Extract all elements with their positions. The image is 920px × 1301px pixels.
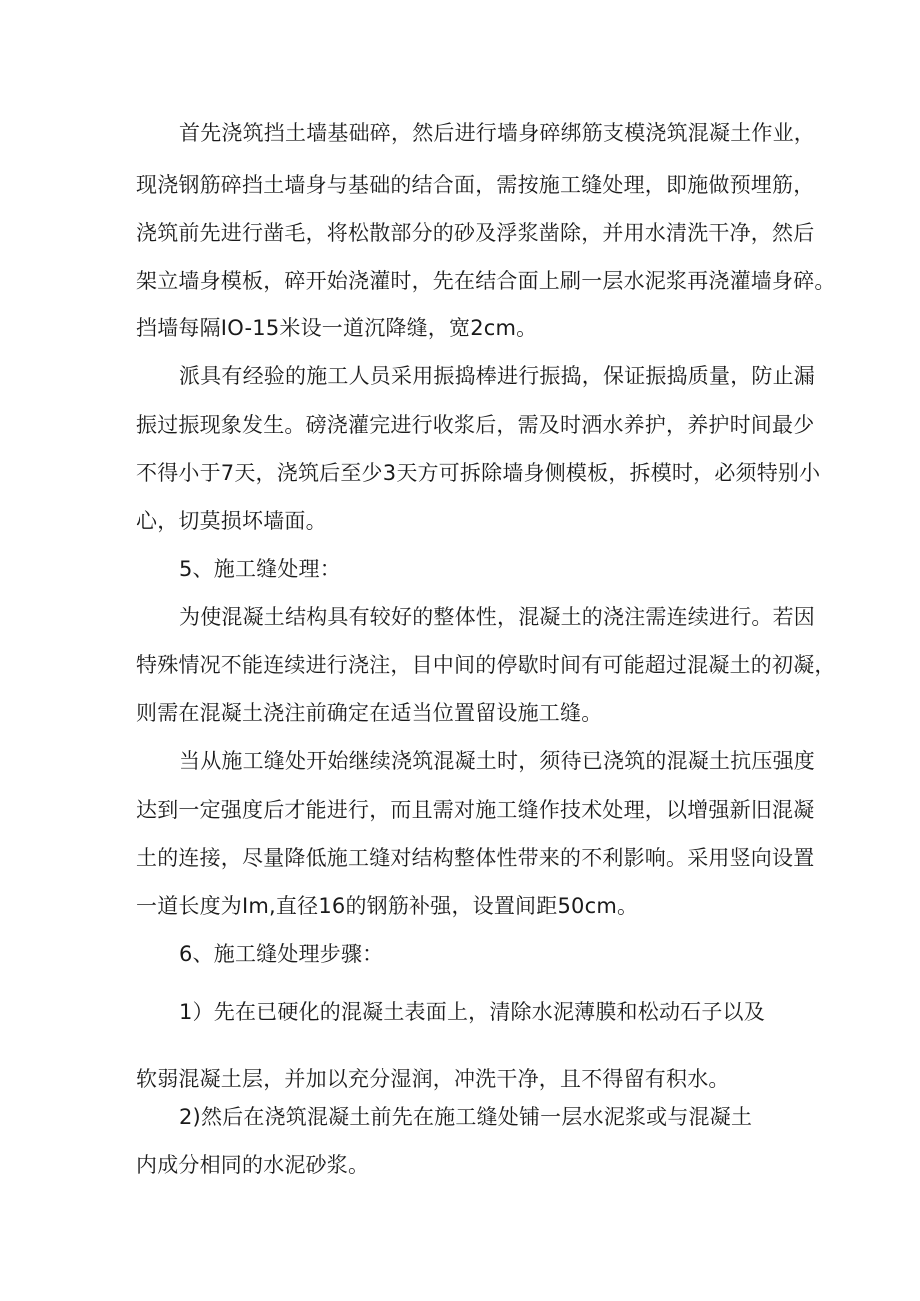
paragraph-line: 振过振现象发生。磅浇灌完进行收浆后，需及时洒水养护，养护时间最少 [136, 413, 815, 437]
paragraph-line: 土的连接，尽量降低施工缝对结构整体性带来的不利影响。采用竖向设置 [136, 846, 815, 870]
paragraph-line: 为使混凝土结构具有较好的整体性，混凝土的浇注需连续进行。若因 [179, 605, 815, 629]
paragraph-line: 首先浇筑挡土墙基础碎，然后进行墙身碎绑筋支模浇筑混凝土作业， [179, 121, 815, 145]
paragraph-line: 特殊情况不能连续进行浇注，目中间的停歇时间有可能超过混凝土的初凝， [136, 653, 836, 677]
section-heading: 5、施工缝处理： [179, 557, 341, 581]
paragraph-line: 现浇钢筋碎挡土墙身与基础的结合面，需按施工缝处理，即施做预埋筋， [136, 173, 815, 197]
paragraph-line: 则需在混凝土浇注前确定在适当位置留设施工缝。 [136, 701, 603, 725]
paragraph-line: 软弱混凝土层，并加以充分湿润，冲洗干净，且不得留有积水。 [136, 1067, 730, 1091]
paragraph-line: 不得小于7天，浇筑后至少3天方可拆除墙身侧模板，拆模时，必须特别小 [136, 461, 821, 485]
paragraph-line: 达到一定强度后才能进行，而且需对施工缝作技术处理，以增强新旧混凝 [136, 798, 815, 822]
paragraph-line: 当从施工缝处开始继续浇筑混凝土时，须待已浇筑的混凝土抗压强度 [179, 749, 815, 773]
paragraph-line: 2)然后在浇筑混凝土前先在施工缝处铺一层水泥浆或与混凝土 [179, 1105, 753, 1129]
paragraph-line: 浇筑前先进行凿毛，将松散部分的砂及浮浆凿除，并用水清洗干净，然后 [136, 221, 815, 245]
section-heading: 6、施工缝处理步骤： [179, 942, 384, 966]
paragraph-line: 心，切莫损坏墙面。 [136, 509, 327, 533]
paragraph-line: 架立墙身模板，碎开始浇灌时，先在结合面上刷一层水泥浆再浇灌墙身碎。 [136, 269, 836, 293]
paragraph-line: 内成分相同的水泥砂浆。 [136, 1153, 370, 1177]
paragraph-line: 派具有经验的施工人员采用振捣棒进行振捣，保证振捣质量，防止漏 [179, 364, 815, 388]
paragraph-line: 一道长度为Im,直径16的钢筋补强，设置间距50cm。 [136, 894, 639, 918]
paragraph-line: 1）先在已硬化的混凝土表面上，清除水泥薄膜和松动石子以及 [179, 1000, 765, 1024]
paragraph-line: 挡墙每隔IO-15米设一道沉降缝，宽2cm。 [136, 316, 538, 340]
